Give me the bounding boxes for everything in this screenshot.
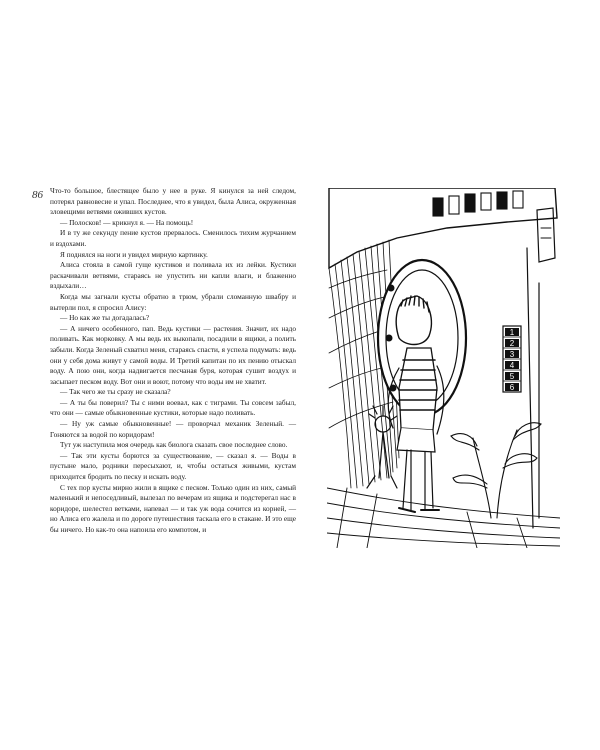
left-page-text bbox=[50, 186, 296, 536]
paragraph: — А ты бы поверил? Ты с ними воевал, как с тиграми. Ты совсем забыл, что они — самые обыкновенные кустики, которые надо поливать. bbox=[50, 397, 296, 418]
illustration bbox=[327, 188, 560, 548]
panel-digit: 1 bbox=[509, 328, 515, 337]
paragraph: — Полосков! — крикнул я. — На помощь! bbox=[60, 217, 194, 227]
text-body bbox=[50, 186, 296, 536]
panel-digit: 6 bbox=[509, 383, 515, 392]
bush-plant bbox=[451, 423, 541, 518]
paragraph: — Так эти кусты борются за существование, — сказал я. — Воды в пустыне мало, родники пересыхают, и, чтобы остаться живыми, кустам приходится бродить по песку и искать воду. bbox=[50, 450, 296, 482]
paragraph: — Так чего же ты сразу не сказала? bbox=[60, 387, 171, 397]
page-number: 86 bbox=[32, 189, 43, 201]
paragraph: И в ту же секунду пение кустов прервалось. Сменилось тихим журчанием и вздохами. bbox=[50, 228, 296, 248]
paragraph: Что-то большое, блестящее было у нее в руке. Я кинулся за ней следом, потерял равновесие и упал. Последнее, что я увидел, была Алиса, окруженная зловещими ветвями оживших кустов. bbox=[50, 186, 296, 217]
paragraph: — А ничего особенного, пап. Ведь кустики — растения. Значит, их надо поливать. Как морковку. А мы ведь их выкопали, посадили в ящики, а полить забыли. Когда Зеленый схватил меня, стараясь спасти, я успела подумать: ведь они у себя дома живут у самой воды. И Третий капитан по их пению отыскал воду. А пою они, когда надвигается песчаная буря, которая сушит воздух и засыпает песком воду. Вот они и воют, потому что воды им не хватит. bbox=[50, 323, 296, 386]
panel-digit: 4 bbox=[509, 361, 515, 370]
panel-digit: 2 bbox=[509, 339, 515, 348]
panel-digit: 3 bbox=[509, 350, 515, 359]
paragraph: Когда мы загнали кусты обратно в трюм, убрали сломанную швабру и вытерли пол, я спросил Алису: bbox=[50, 291, 296, 312]
paragraph: — Но как же ты догадалась? bbox=[60, 313, 150, 323]
paragraph: — Ну уж самые обыкновенные! — проворчал механик Зеленый. — Гоняются за водой по коридорам! bbox=[50, 419, 296, 439]
floor-lines bbox=[327, 488, 560, 548]
paragraph: Алиса стояла в самой гуще кустиков и поливала их из лейки. Кустики раскачивали ветвями, стараясь не упустить ни капли влаги, и блаженно вздыхали… bbox=[50, 260, 296, 291]
panel-digit: 5 bbox=[509, 372, 515, 381]
paragraph: Тут уж наступила моя очередь как биолога сказать свое последнее слово. bbox=[60, 440, 288, 450]
paragraph: Я поднялся на ноги и увидел мирную картинку. bbox=[60, 249, 208, 259]
paragraph: С тех пор кусты мирно жили в ящике с песком. Только один из них, самый маленький и непоседливый, вылезал по вечерам из ящика и подстерегал нас в коридоре, шелестел ветками, напевал — и так уж вода сочится из корней, — но Алиса его жалела и по дороге путешествия таскала его в стакане. И это еще бы ничего. Но как-то она напоила его компотом, и bbox=[50, 482, 296, 534]
